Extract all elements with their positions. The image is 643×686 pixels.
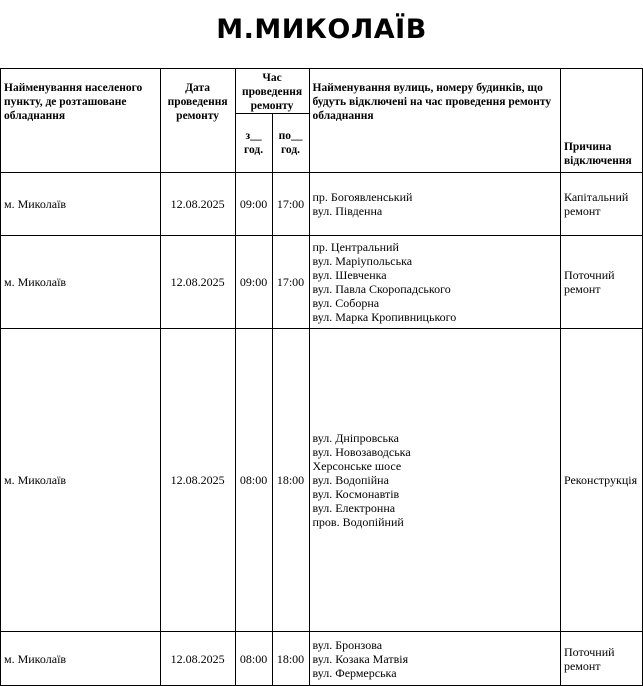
cell-location: м. Миколаїв — [1, 236, 161, 329]
cell-streets — [309, 236, 560, 329]
cell-time-from: 08:00 — [235, 632, 272, 686]
street-item: вул. Південна — [312, 204, 383, 218]
street-item: вул. Водопійна — [312, 473, 389, 487]
cell-time-to: 18:00 — [272, 329, 309, 632]
cell-date: 12.08.2025 — [160, 173, 235, 236]
street-item: вул. Марка Кропивницького — [312, 310, 457, 324]
street-item: вул. Фермерська — [312, 665, 397, 680]
cell-time-from: 08:00 — [235, 329, 272, 632]
street-item: пров. Водопійний — [312, 515, 404, 529]
cell-time-from: 09:00 — [235, 236, 272, 329]
street-item: вул. Новозаводська — [312, 445, 411, 459]
header-reason — [560, 69, 642, 173]
outage-schedule-table — [0, 68, 643, 686]
header-streets: Найменування вулиць, номеру будинків, що будуть відключені на час проведення ремонту обладнання — [309, 69, 560, 173]
table-row — [1, 173, 643, 236]
cell-streets — [309, 632, 560, 686]
street-item: вул. Шевченка — [312, 268, 387, 282]
street-item: вул. Маріупольська — [312, 254, 413, 268]
cell-location: м. Миколаїв — [1, 173, 161, 236]
header-time-from: з__ год. — [235, 114, 272, 173]
street-item: вул. Дніпровська — [312, 431, 399, 445]
header-reason-text: Причина відключення — [563, 141, 632, 167]
street-item: вул. Соборна — [312, 296, 380, 310]
header-location: Найменування населеного пункту, де розташоване обладнання — [1, 69, 161, 173]
cell-time-to: 17:00 — [272, 173, 309, 236]
cell-reason: Поточний ремонт — [560, 632, 642, 686]
street-item: вул. Козака Матвія — [312, 651, 409, 666]
street-item: вул. Електронна — [312, 501, 396, 515]
cell-date: 12.08.2025 — [160, 236, 235, 329]
cell-time-to: 17:00 — [272, 236, 309, 329]
header-time-to: по__ год. — [272, 114, 309, 173]
cell-date: 12.08.2025 — [160, 329, 235, 632]
street-item: вул. Космонавтів — [312, 487, 400, 501]
cell-time-from: 09:00 — [235, 173, 272, 236]
header-date: Дата проведення ремонту — [160, 69, 235, 173]
cell-location: м. Миколаїв — [1, 632, 161, 686]
cell-streets — [309, 173, 560, 236]
street-item: Херсонське шосе — [312, 459, 402, 473]
header-time-group: Час проведення ремонту — [235, 69, 309, 114]
cell-date: 12.08.2025 — [160, 632, 235, 686]
street-item: пр. Центральний — [312, 240, 399, 254]
page-title: М.МИКОЛАЇВ — [216, 14, 427, 45]
street-item: вул. Павла Скоропадського — [312, 282, 451, 296]
cell-reason: Поточний ремонт — [560, 236, 642, 329]
street-item: пр. Богоявленський — [312, 190, 413, 204]
table-row — [1, 632, 643, 686]
table-row — [1, 329, 643, 632]
cell-reason: Реконструкція — [560, 329, 642, 632]
cell-reason: Капітальний ремонт — [560, 173, 642, 236]
cell-location: м. Миколаїв — [1, 329, 161, 632]
table-row — [1, 236, 643, 329]
street-item: вул. Бронзова — [312, 637, 383, 652]
cell-streets — [309, 329, 560, 632]
cell-time-to: 18:00 — [272, 632, 309, 686]
